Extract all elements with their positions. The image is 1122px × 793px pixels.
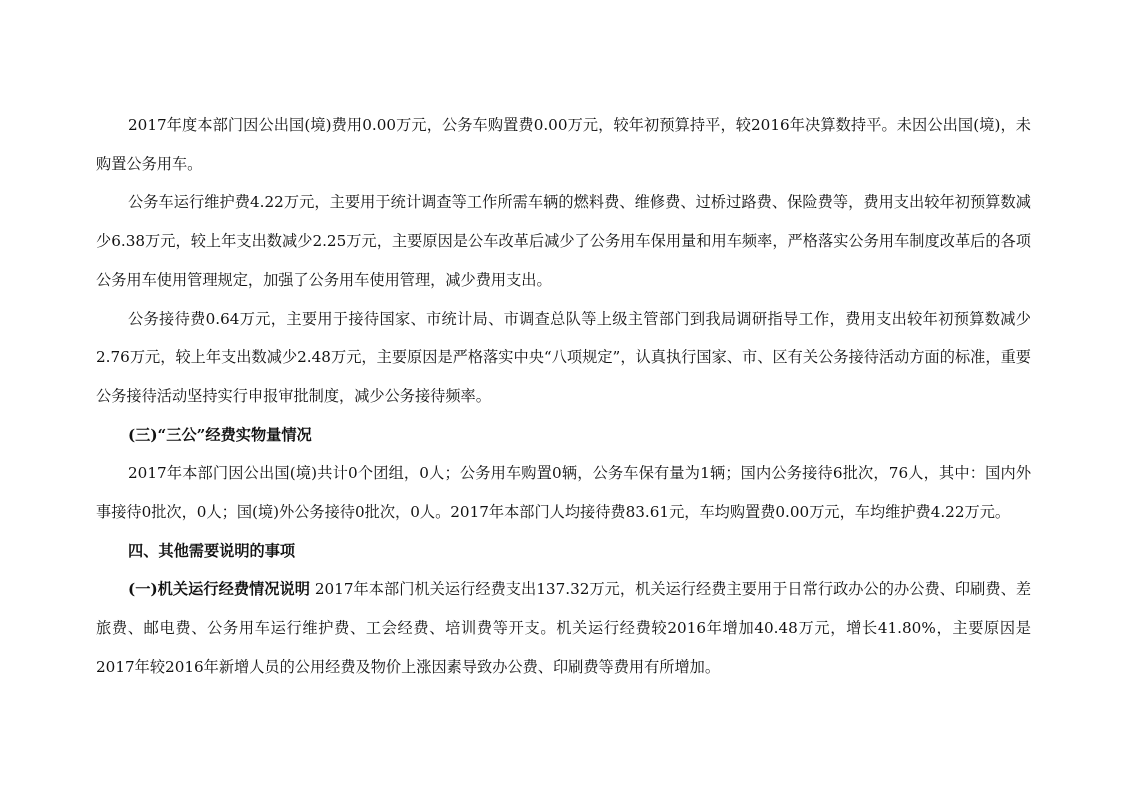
paragraph-quantity-details: 2017年本部门因公出国(境)共计0个团组，0人；公务用车购置0辆，公务车保有量为1辆；国内公务接待6批次，76人，其中：国内外事接待0批次，0人；国(境)外公务接待0批次，0人。2017年本部门人均接待费83.61元，车均购置费0.00万元，车均维护费4.22万元。: [96, 464, 1031, 522]
section-heading-other-matters: 四、其他需要说明的事项: [128, 541, 296, 560]
paragraph-vehicle-operation: 公务车运行维护费4.22万元，主要用于统计调查等工作所需车辆的燃料费、维修费、过桥过路费、保险费等，费用支出较年初预算数减少6.38万元，较上年支出数减少2.25万元，主要原因是公车改革后减少了公务用车保用量和用车频率，严格落实公务用车制度改革后的各项公务用车使用管理规定，加强了公务用车使用管理，减少费用支出。: [96, 193, 1031, 289]
operating-expenses-text: 2017年本部门机关运行经费支出137.32万元，机关运行经费主要用于日常行政办公的办公费、印刷费、差旅费、邮电费、公务用车运行维护费、工会经费、培训费等开支。机关运行经费较2016年增加40.48万元，增长41.80%，主要原因是2017年较2016年新增人员的公用经费及物价上涨因素导致办公费、印刷费等费用有所增加。: [96, 580, 1032, 676]
document-page: [96, 106, 1031, 687]
paragraph-operating-expenses: [96, 570, 1031, 686]
paragraph-official-reception: 公务接待费0.64万元，主要用于接待国家、市统计局、市调查总队等上级主管部门到我局调研指导工作，费用支出较年初预算数减少2.76万元，较上年支出数减少2.48万元，主要原因是严格落实中央“八项规定”，认真执行国家、市、区有关公务接待活动方面的标准，重要公务接待活动坚持实行申报审批制度，减少公务接待频率。: [96, 309, 1031, 405]
paragraph-overseas-and-vehicle-purchase: 2017年度本部门因公出国(境)费用0.00万元，公务车购置费0.00万元，较年初预算持平，较2016年决算数持平。未因公出国(境)，未购置公务用车。: [96, 116, 1031, 173]
section-heading-three-public-quantity: (三)“三公”经费实物量情况: [128, 425, 312, 444]
subheading-operating-expenses: (一)机关运行经费情况说明: [128, 580, 310, 599]
